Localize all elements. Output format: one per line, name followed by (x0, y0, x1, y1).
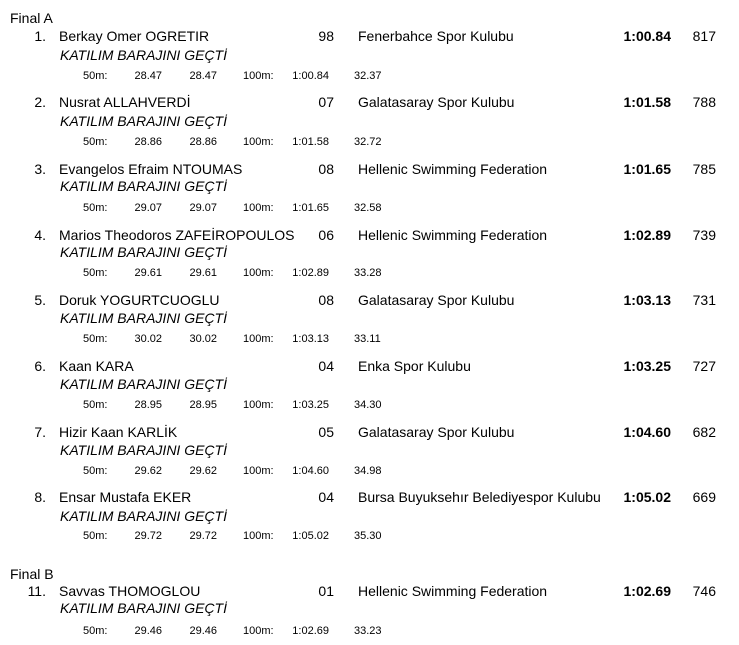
points: 669 (692, 489, 716, 505)
split-100-time: 1:03.13 (292, 333, 329, 345)
club-name: Hellenic Swimming Federation (358, 583, 548, 599)
splits-row (0, 530, 739, 544)
club-name: Hellenic Swimming Federation (358, 227, 548, 243)
points: 785 (692, 161, 716, 177)
split-50-time: 28.95 (134, 399, 162, 411)
points: 788 (692, 94, 716, 110)
result-row (0, 227, 739, 245)
qualification-note-row (0, 244, 739, 262)
split-50-cumulative: 29.46 (189, 625, 217, 637)
qualification-note: KATILIM BARAJINI GEÇTİ (60, 508, 227, 524)
lap-time: 33.11 (354, 333, 381, 345)
qualification-note-row (0, 442, 739, 460)
lap-time: 32.72 (354, 136, 382, 148)
place: 5. (34, 292, 46, 308)
split-50-cumulative: 28.47 (189, 70, 217, 82)
split-50-time: 29.61 (134, 267, 162, 279)
split-100-label: 100m: (243, 202, 274, 214)
qualification-note: KATILIM BARAJINI GEÇTİ (60, 600, 227, 616)
birth-year: 05 (318, 424, 334, 440)
splits-row (0, 267, 739, 281)
section-title-final-a: Final A (10, 10, 53, 26)
qualification-note-row (0, 113, 739, 131)
section-title-final-b: Final B (10, 566, 54, 582)
place: 7. (34, 424, 46, 440)
result-row (0, 161, 739, 179)
split-50-label: 50m: (83, 530, 108, 542)
final-time: 1:03.25 (623, 358, 671, 374)
qualification-note-row (0, 178, 739, 196)
result-row (0, 583, 739, 601)
final-time: 1:01.65 (623, 161, 671, 177)
split-100-time: 1:01.65 (292, 202, 329, 214)
split-100-label: 100m: (243, 333, 274, 345)
split-100-time: 1:00.84 (292, 70, 329, 82)
split-50-time: 29.46 (134, 625, 162, 637)
club-name: Enka Spor Kulubu (358, 358, 471, 374)
result-row (0, 358, 739, 376)
club-name: Galatasaray Spor Kulubu (358, 292, 515, 308)
split-50-time: 29.62 (134, 465, 162, 477)
split-50-cumulative: 29.07 (189, 202, 217, 214)
result-row (0, 28, 739, 46)
splits-row (0, 136, 739, 150)
club-name: Bursa Buyuksehır Belediyespor Kulubu (358, 489, 601, 505)
qualification-note: KATILIM BARAJINI GEÇTİ (60, 310, 227, 326)
split-50-label: 50m: (83, 625, 108, 637)
points: 727 (692, 358, 716, 374)
split-100-label: 100m: (243, 267, 274, 279)
final-time: 1:02.69 (623, 583, 671, 599)
club-name: Galatasaray Spor Kulubu (358, 424, 515, 440)
birth-year: 04 (318, 358, 334, 374)
split-50-label: 50m: (83, 70, 108, 82)
split-50-time: 28.86 (134, 136, 162, 148)
split-50-label: 50m: (83, 136, 108, 148)
points: 739 (692, 227, 716, 243)
qualification-note-row (0, 310, 739, 328)
swimmer-name: Doruk YOGURTCUOGLU (59, 292, 220, 308)
swimmer-name: Marios Theodoros ZAFEİROPOULOS (59, 227, 295, 243)
split-50-time: 28.47 (134, 70, 162, 82)
points: 746 (692, 583, 716, 599)
split-50-label: 50m: (83, 267, 108, 279)
split-100-label: 100m: (243, 530, 274, 542)
lap-time: 34.30 (354, 399, 382, 411)
split-100-label: 100m: (243, 625, 274, 637)
splits-row (0, 333, 739, 347)
lap-time: 35.30 (354, 530, 382, 542)
club-name: Hellenic Swimming Federation (358, 161, 548, 177)
qualification-note: KATILIM BARAJINI GEÇTİ (60, 178, 227, 194)
split-100-time: 1:02.89 (292, 267, 329, 279)
lap-time: 33.28 (354, 267, 382, 279)
final-time: 1:03.13 (623, 292, 671, 308)
final-time: 1:01.58 (623, 94, 671, 110)
birth-year: 07 (318, 94, 334, 110)
qualification-note-row (0, 600, 739, 618)
swimmer-name: Ensar Mustafa EKER (59, 489, 192, 505)
birth-year: 08 (318, 292, 334, 308)
birth-year: 98 (318, 28, 334, 44)
splits-row (0, 625, 739, 639)
swimmer-name: Savvas THOMOGLOU (59, 583, 201, 599)
qualification-note: KATILIM BARAJINI GEÇTİ (60, 376, 227, 392)
lap-time: 32.37 (354, 70, 382, 82)
final-time: 1:00.84 (623, 28, 671, 44)
swimmer-name: Hizir Kaan KARLİK (59, 424, 178, 440)
splits-row (0, 202, 739, 216)
qualification-note: KATILIM BARAJINI GEÇTİ (60, 442, 227, 458)
splits-row (0, 465, 739, 479)
split-100-label: 100m: (243, 399, 274, 411)
club-name: Galatasaray Spor Kulubu (358, 94, 515, 110)
qualification-note: KATILIM BARAJINI GEÇTİ (60, 47, 227, 63)
lap-time: 34.98 (354, 465, 382, 477)
split-50-label: 50m: (83, 333, 108, 345)
result-row (0, 489, 739, 507)
split-100-time: 1:05.02 (292, 530, 329, 542)
place: 6. (34, 358, 46, 374)
swimmer-name: Nusrat ALLAHVERDİ (59, 94, 191, 110)
points: 731 (692, 292, 716, 308)
place: 8. (34, 489, 46, 505)
splits-row (0, 70, 739, 84)
result-row (0, 94, 739, 112)
split-50-time: 30.02 (134, 333, 162, 345)
lap-time: 33.23 (354, 625, 382, 637)
final-time: 1:02.89 (623, 227, 671, 243)
birth-year: 06 (318, 227, 334, 243)
split-100-label: 100m: (243, 136, 274, 148)
lap-time: 32.58 (354, 202, 382, 214)
result-row (0, 424, 739, 442)
result-row (0, 292, 739, 310)
qualification-note-row (0, 376, 739, 394)
place: 2. (34, 94, 46, 110)
swimmer-name: Berkay Omer OGRETIR (59, 28, 210, 44)
split-100-time: 1:01.58 (292, 136, 329, 148)
split-50-cumulative: 29.72 (189, 530, 217, 542)
split-100-time: 1:04.60 (292, 465, 329, 477)
place: 1. (34, 28, 46, 44)
swimmer-name: Evangelos Efraim NTOUMAS (59, 161, 243, 177)
split-50-label: 50m: (83, 202, 108, 214)
final-time: 1:05.02 (623, 489, 671, 505)
split-100-label: 100m: (243, 465, 274, 477)
final-time: 1:04.60 (623, 424, 671, 440)
qualification-note-row (0, 47, 739, 65)
swimmer-name: Kaan KARA (59, 358, 134, 374)
split-50-cumulative: 28.86 (189, 136, 217, 148)
split-50-label: 50m: (83, 399, 108, 411)
split-100-time: 1:02.69 (292, 625, 329, 637)
split-50-cumulative: 29.62 (189, 465, 217, 477)
split-50-cumulative: 30.02 (189, 333, 217, 345)
birth-year: 04 (318, 489, 334, 505)
birth-year: 08 (318, 161, 334, 177)
points: 817 (692, 28, 716, 44)
split-50-time: 29.72 (134, 530, 162, 542)
split-50-time: 29.07 (134, 202, 162, 214)
qualification-note: KATILIM BARAJINI GEÇTİ (60, 113, 227, 129)
split-50-cumulative: 28.95 (189, 399, 217, 411)
split-100-label: 100m: (243, 70, 274, 82)
split-50-label: 50m: (83, 465, 108, 477)
points: 682 (692, 424, 716, 440)
qualification-note: KATILIM BARAJINI GEÇTİ (60, 244, 227, 260)
place: 4. (34, 227, 46, 243)
birth-year: 01 (318, 583, 334, 599)
split-50-cumulative: 29.61 (189, 267, 217, 279)
splits-row (0, 399, 739, 413)
place: 11. (27, 583, 46, 599)
club-name: Fenerbahce Spor Kulubu (358, 28, 514, 44)
split-100-time: 1:03.25 (292, 399, 329, 411)
qualification-note-row (0, 508, 739, 526)
place: 3. (34, 161, 46, 177)
